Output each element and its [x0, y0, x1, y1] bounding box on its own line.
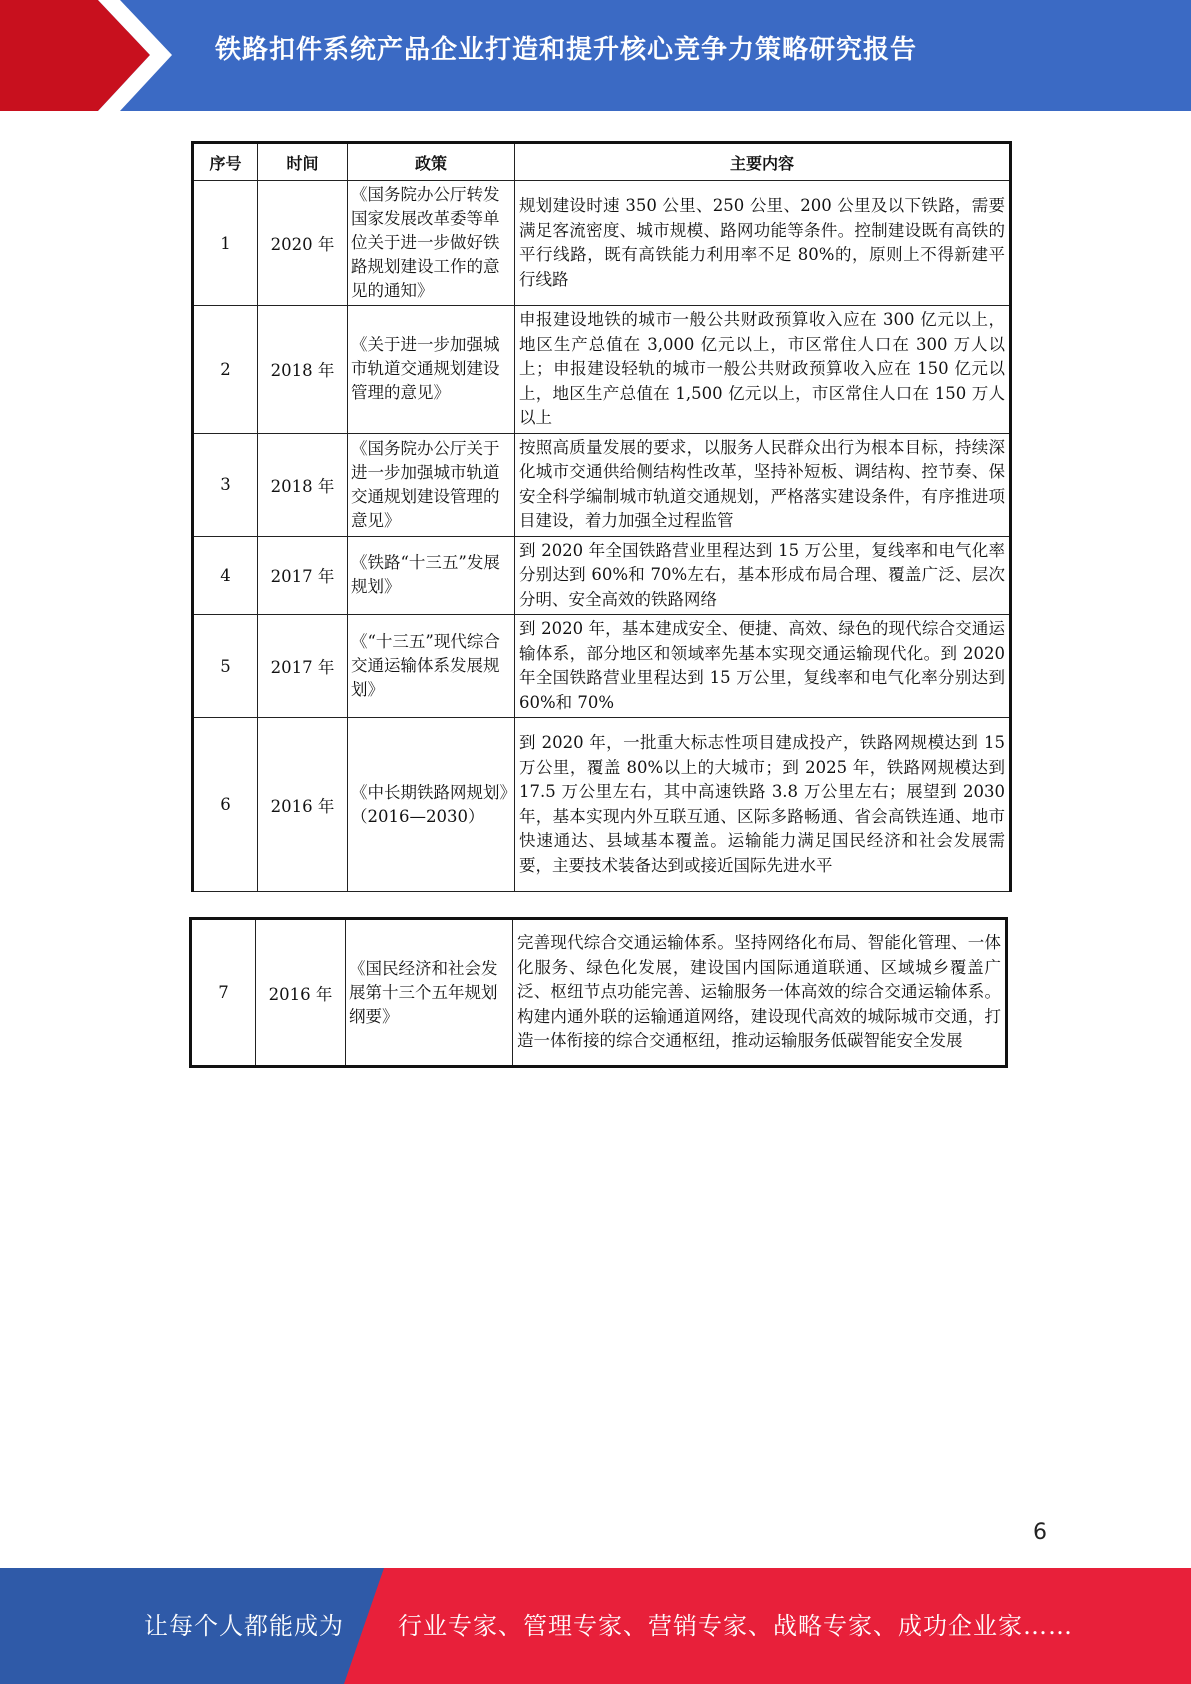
row-policy: 《中长期铁路网规划》（2016—2030）	[348, 718, 515, 892]
row-content: 规划建设时速 350 公里、250 公里、200 公里及以下铁路，需要满足客流密度、城市规模、路网功能等条件。控制建设既有高铁的平行线路，既有高铁能力利用率不足 80%的，原则上不得新建平行线路	[515, 181, 1011, 306]
row-year: 2018 年	[258, 433, 348, 536]
row-year: 2020 年	[258, 181, 348, 306]
row-policy: 《国务院办公厅关于进一步加强城市轨道交通规划建设管理的意见》	[348, 433, 515, 536]
header-time: 时间	[258, 143, 348, 181]
table-row	[193, 615, 1011, 718]
footer-slogan-right: 行业专家、管理专家、营销专家、战略专家、成功企业家……	[398, 1612, 1073, 1640]
table-row	[193, 433, 1011, 536]
footer-slogan-left: 让每个人都能成为	[144, 1612, 344, 1640]
row-policy: 《关于进一步加强城市轨道交通规划建设管理的意见》	[348, 306, 515, 434]
row-content: 到 2020 年，基本建成安全、便捷、高效、绿色的现代综合交通运输体系，部分地区和领域率先基本实现交通运输现代化。到 2020 年全国铁路营业里程达到 15 万公里，复线率和电气化率分别达到 60%和 70%	[515, 615, 1011, 718]
row-index: 7	[191, 919, 256, 1067]
row-index: 1	[193, 181, 258, 306]
row-index: 2	[193, 306, 258, 434]
row-year: 2016 年	[258, 718, 348, 892]
row-policy: 《国务院办公厅转发国家发展改革委等单位关于进一步做好铁路规划建设工作的意见的通知》	[348, 181, 515, 306]
row-year: 2017 年	[258, 615, 348, 718]
row-index: 5	[193, 615, 258, 718]
footer-banner	[0, 1568, 1191, 1684]
header-banner	[0, 0, 1191, 111]
row-year: 2017 年	[258, 536, 348, 615]
row-policy: 《“十三五”现代综合交通运输体系发展规划》	[348, 615, 515, 718]
row-index: 6	[193, 718, 258, 892]
policy-table	[191, 141, 1012, 892]
policy-table-continued	[189, 917, 1008, 1068]
row-year: 2018 年	[258, 306, 348, 434]
page-number: 6	[1033, 1520, 1047, 1545]
row-content: 完善现代综合交通运输体系。坚持网络化布局、智能化管理、一体化服务、绿色化发展，建设国内国际通道联通、区域城乡覆盖广泛、枢纽节点功能完善、运输服务一体高效的综合交通运输体系。构建内通外联的运输通道网络，建设现代高效的城际城市交通，打造一体衔接的综合交通枢纽，推动运输服务低碳智能安全发展	[513, 919, 1007, 1067]
row-content: 按照高质量发展的要求，以服务人民群众出行为根本目标，持续深化城市交通供给侧结构性改革，坚持补短板、调结构、控节奏、保安全科学编制城市轨道交通规划，严格落实建设条件，有序推进项目建设，着力加强全过程监管	[515, 433, 1011, 536]
table-row	[193, 718, 1011, 892]
row-content: 到 2020 年全国铁路营业里程达到 15 万公里，复线率和电气化率分别达到 60%和 70%左右，基本形成布局合理、覆盖广泛、层次分明、安全高效的铁路网络	[515, 536, 1011, 615]
table-row	[193, 536, 1011, 615]
report-title: 铁路扣件系统产品企业打造和提升核心竞争力策略研究报告	[215, 35, 918, 65]
header-policy: 政策	[348, 143, 515, 181]
row-content: 到 2020 年，一批重大标志性项目建成投产，铁路网规模达到 15 万公里，覆盖 80%以上的大城市；到 2025 年，铁路网规模达到 17.5 万公里左右，其中高速铁路 3.8 万公里左右；展望到 2030 年，基本实现内外互联互通、区际多路畅通、省会高铁连通、地市快速通达、县域基本覆盖。运输能力满足国民经济和社会发展需要，主要技术装备达到或接近国际先进水平	[515, 718, 1011, 892]
row-year: 2016 年	[256, 919, 346, 1067]
row-policy: 《国民经济和社会发展第十三个五年规划纲要》	[346, 919, 513, 1067]
row-index: 3	[193, 433, 258, 536]
header-content: 主要内容	[515, 143, 1011, 181]
row-index: 4	[193, 536, 258, 615]
row-content: 申报建设地铁的城市一般公共财政预算收入应在 300 亿元以上，地区生产总值在 3,000 亿元以上，市区常住人口在 300 万人以上；申报建设轻轨的城市一般公共财政预算收入应在 150 亿元以上，地区生产总值在 1,500 亿元以上，市区常住人口在 150 万人以上	[515, 306, 1011, 434]
table-header-row	[193, 143, 1011, 181]
table-row	[191, 919, 1007, 1067]
table-row	[193, 306, 1011, 434]
row-policy: 《铁路“十三五”发展规划》	[348, 536, 515, 615]
table-row	[193, 181, 1011, 306]
header-index: 序号	[193, 143, 258, 181]
